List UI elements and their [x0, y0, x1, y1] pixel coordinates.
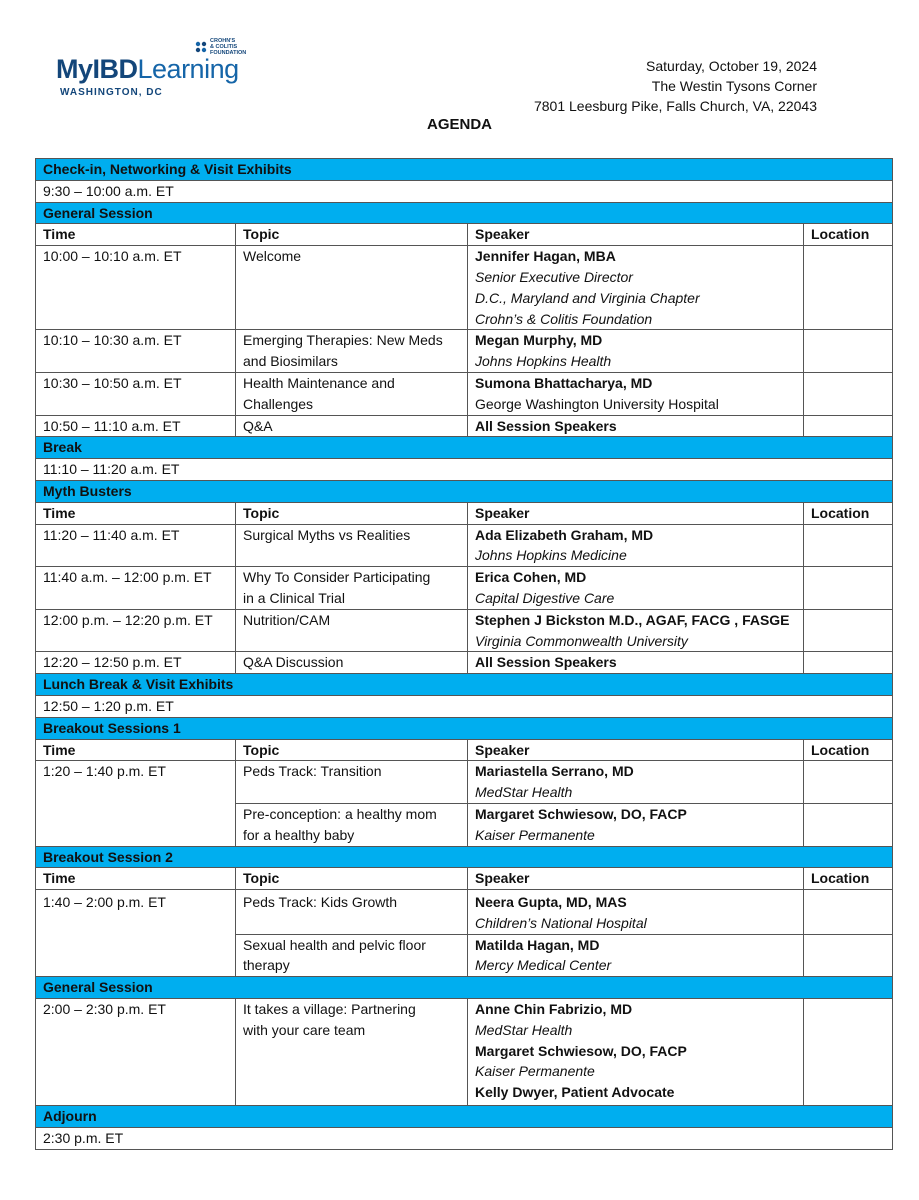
location-cell: [804, 567, 893, 610]
topic-line: Pre-conception: a healthy mom: [243, 805, 437, 822]
event-address: 7801 Leesburg Pike, Falls Church, VA, 22043: [533, 98, 817, 114]
table-row: [36, 695, 893, 717]
section-title: Lunch Break & Visit Exhibits: [36, 674, 893, 696]
speaker-name: Mariastella Serrano, MD: [475, 763, 634, 780]
topic-line: Q&A Discussion: [243, 654, 344, 671]
column-header-speaker: Speaker: [468, 502, 804, 524]
time-cell: 1:20 – 1:40 p.m. ET: [36, 761, 236, 846]
topic-line: Peds Track: Transition: [243, 763, 382, 780]
table-row: [36, 459, 893, 481]
speaker-cell: [468, 567, 804, 610]
topic-line: Q&A: [243, 417, 273, 434]
topic-line: for a healthy baby: [243, 826, 355, 843]
speaker-cell: [468, 999, 804, 1106]
table-row: [36, 609, 893, 652]
table-row: [36, 890, 893, 935]
speaker-name: Jennifer Hagan, MBA: [475, 248, 616, 265]
topic-cell: [236, 803, 468, 846]
speaker-cell: [468, 524, 804, 567]
brand-location: WASHINGTON, DC: [60, 87, 163, 98]
location-cell: [804, 330, 893, 373]
column-header-time: Time: [36, 868, 236, 890]
topic-line: Surgical Myths vs Realities: [243, 526, 411, 543]
speaker-name: Neera Gupta, MD, MAS: [475, 894, 627, 911]
column-header-row: [36, 739, 893, 761]
topic-cell: [236, 934, 468, 977]
section-header: [36, 846, 893, 868]
myibd-learning-logo: [56, 38, 266, 102]
table-row: [36, 999, 893, 1106]
time-cell: 10:30 – 10:50 a.m. ET: [36, 372, 236, 415]
column-header-location: Location: [804, 868, 893, 890]
speaker-name: Erica Cohen, MD: [475, 569, 587, 586]
topic-cell: [236, 890, 468, 935]
topic-cell: [236, 372, 468, 415]
column-header-topic: Topic: [236, 739, 468, 761]
topic-cell: [236, 609, 468, 652]
speaker-cell: [468, 415, 804, 437]
foundation-line: FOUNDATION: [210, 50, 247, 56]
time-cell: 2:30 p.m. ET: [36, 1127, 893, 1149]
column-header-topic: Topic: [236, 502, 468, 524]
section-title: Myth Busters: [36, 480, 893, 502]
table-row: [36, 524, 893, 567]
speaker-affiliation: Children’s National Hospital: [475, 914, 647, 931]
speaker-affiliation: MedStar Health: [475, 784, 573, 801]
brand-light: Learning: [137, 54, 239, 84]
speaker-name: Sumona Bhattacharya, MD: [475, 374, 653, 391]
topic-cell: [236, 761, 468, 804]
section-header: [36, 480, 893, 502]
time-cell: 11:10 – 11:20 a.m. ET: [36, 459, 893, 481]
topic-cell: [236, 330, 468, 373]
location-cell: [804, 934, 893, 977]
event-info: [534, 56, 817, 116]
speaker-affiliation: Virginia Commonwealth University: [475, 632, 688, 649]
speaker-name: Stephen J Bickston M.D., AGAF, FACG , FASGE: [475, 611, 790, 628]
foundation-line: CROHN'S: [210, 38, 236, 44]
brand-wordmark: [56, 54, 239, 85]
speaker-cell: [468, 761, 804, 804]
speaker-name: Ada Elizabeth Graham, MD: [475, 526, 654, 543]
event-date: Saturday, October 19, 2024: [646, 58, 817, 74]
topic-cell: [236, 652, 468, 674]
section-title: Breakout Sessions 1: [36, 717, 893, 739]
section-title: Adjourn: [36, 1106, 893, 1128]
speaker-affiliation: MedStar Health: [475, 1021, 573, 1038]
speaker-name: Anne Chin Fabrizio, MD: [475, 1001, 633, 1018]
section-title: General Session: [36, 977, 893, 999]
foundation-line: & COLITIS: [210, 44, 238, 50]
speaker-cell: [468, 652, 804, 674]
time-cell: 10:00 – 10:10 a.m. ET: [36, 246, 236, 330]
topic-line: Emerging Therapies: New Meds: [243, 332, 443, 349]
section-title: Breakout Session 2: [36, 846, 893, 868]
section-header: [36, 159, 893, 181]
topic-line: Why To Consider Participating: [243, 569, 431, 586]
topic-cell: [236, 999, 468, 1106]
section-title: General Session: [36, 202, 893, 224]
speaker-name: All Session Speakers: [475, 417, 617, 434]
speaker-cell: [468, 803, 804, 846]
column-header-location: Location: [804, 502, 893, 524]
time-cell: 10:50 – 11:10 a.m. ET: [36, 415, 236, 437]
topic-cell: [236, 415, 468, 437]
speaker-name: Megan Murphy, MD: [475, 332, 603, 349]
section-title: Break: [36, 437, 893, 459]
topic-line: Peds Track: Kids Growth: [243, 894, 398, 911]
location-cell: [804, 415, 893, 437]
table-row: [36, 330, 893, 373]
section-header: [36, 717, 893, 739]
speaker-affiliation: Crohn’s & Colitis Foundation: [475, 310, 653, 327]
table-row: [36, 246, 893, 330]
location-cell: [804, 803, 893, 846]
agenda-table: [35, 158, 893, 1150]
location-cell: [804, 890, 893, 935]
speaker-affiliation: Kaiser Permanente: [475, 826, 595, 843]
column-header-topic: Topic: [236, 868, 468, 890]
column-header-time: Time: [36, 739, 236, 761]
table-row: [36, 372, 893, 415]
speaker-affiliation: Johns Hopkins Medicine: [475, 547, 627, 564]
speaker-name: Kelly Dwyer, Patient Advocate: [475, 1084, 675, 1101]
speaker-cell: [468, 372, 804, 415]
speaker-affiliation: George Washington University Hospital: [475, 395, 719, 412]
location-cell: [804, 524, 893, 567]
topic-cell: [236, 524, 468, 567]
table-row: [36, 415, 893, 437]
speaker-cell: [468, 890, 804, 935]
column-header-location: Location: [804, 739, 893, 761]
topic-line: Sexual health and pelvic floor: [243, 936, 426, 953]
location-cell: [804, 372, 893, 415]
time-cell: 9:30 – 10:00 a.m. ET: [36, 180, 893, 202]
table-row: [36, 1127, 893, 1149]
column-header-time: Time: [36, 224, 236, 246]
event-venue: The Westin Tysons Corner: [651, 78, 817, 94]
location-cell: [804, 609, 893, 652]
speaker-cell: [468, 609, 804, 652]
column-header-location: Location: [804, 224, 893, 246]
column-header-time: Time: [36, 502, 236, 524]
speaker-affiliation: Johns Hopkins Health: [475, 353, 612, 370]
column-header-speaker: Speaker: [468, 739, 804, 761]
ccf-logo-icon: [194, 40, 208, 54]
speaker-name: Matilda Hagan, MD: [475, 936, 600, 953]
topic-line: therapy: [243, 957, 290, 974]
section-header: [36, 437, 893, 459]
topic-line: Health Maintenance and: [243, 374, 395, 391]
time-cell: 1:40 – 2:00 p.m. ET: [36, 890, 236, 977]
table-row: [36, 652, 893, 674]
topic-line: with your care team: [243, 1021, 366, 1038]
time-cell: 10:10 – 10:30 a.m. ET: [36, 330, 236, 373]
section-header: [36, 977, 893, 999]
column-header-speaker: Speaker: [468, 868, 804, 890]
topic-cell: [236, 567, 468, 610]
time-cell: 2:00 – 2:30 p.m. ET: [36, 999, 236, 1106]
speaker-name: Margaret Schwiesow, DO, FACP: [475, 805, 687, 822]
speaker-name: All Session Speakers: [475, 654, 617, 671]
speaker-affiliation: D.C., Maryland and Virginia Chapter: [475, 289, 700, 306]
time-cell: 11:20 – 11:40 a.m. ET: [36, 524, 236, 567]
speaker-affiliation: Mercy Medical Center: [475, 957, 612, 974]
table-row: [36, 567, 893, 610]
column-header-row: [36, 868, 893, 890]
page-title: AGENDA: [426, 116, 492, 133]
speaker-affiliation: Capital Digestive Care: [475, 589, 615, 606]
section-header: [36, 1106, 893, 1128]
section-title: Check-in, Networking & Visit Exhibits: [36, 159, 893, 181]
location-cell: [804, 246, 893, 330]
time-cell: 11:40 a.m. – 12:00 p.m. ET: [36, 567, 236, 610]
speaker-affiliation: Senior Executive Director: [475, 268, 633, 285]
table-row: [36, 761, 893, 804]
topic-line: Welcome: [243, 248, 302, 265]
topic-cell: [236, 246, 468, 330]
column-header-speaker: Speaker: [468, 224, 804, 246]
speaker-affiliation: Kaiser Permanente: [475, 1063, 595, 1080]
topic-line: Nutrition/CAM: [243, 611, 331, 628]
section-header: [36, 202, 893, 224]
table-row: [36, 180, 893, 202]
location-cell: [804, 761, 893, 804]
speaker-cell: [468, 934, 804, 977]
topic-line: Challenges: [243, 395, 314, 412]
topic-line: It takes a village: Partnering: [243, 1001, 416, 1018]
topic-line: in a Clinical Trial: [243, 589, 345, 606]
column-header-topic: Topic: [236, 224, 468, 246]
speaker-name: Margaret Schwiesow, DO, FACP: [475, 1042, 687, 1059]
speaker-cell: [468, 330, 804, 373]
topic-line: and Biosimilars: [243, 353, 338, 370]
column-header-row: [36, 224, 893, 246]
time-cell: 12:20 – 12:50 p.m. ET: [36, 652, 236, 674]
speaker-cell: [468, 246, 804, 330]
location-cell: [804, 652, 893, 674]
location-cell: [804, 999, 893, 1106]
brand-bold: MyIBD: [56, 54, 138, 84]
time-cell: 12:50 – 1:20 p.m. ET: [36, 695, 893, 717]
section-header: [36, 674, 893, 696]
column-header-row: [36, 502, 893, 524]
time-cell: 12:00 p.m. – 12:20 p.m. ET: [36, 609, 236, 652]
